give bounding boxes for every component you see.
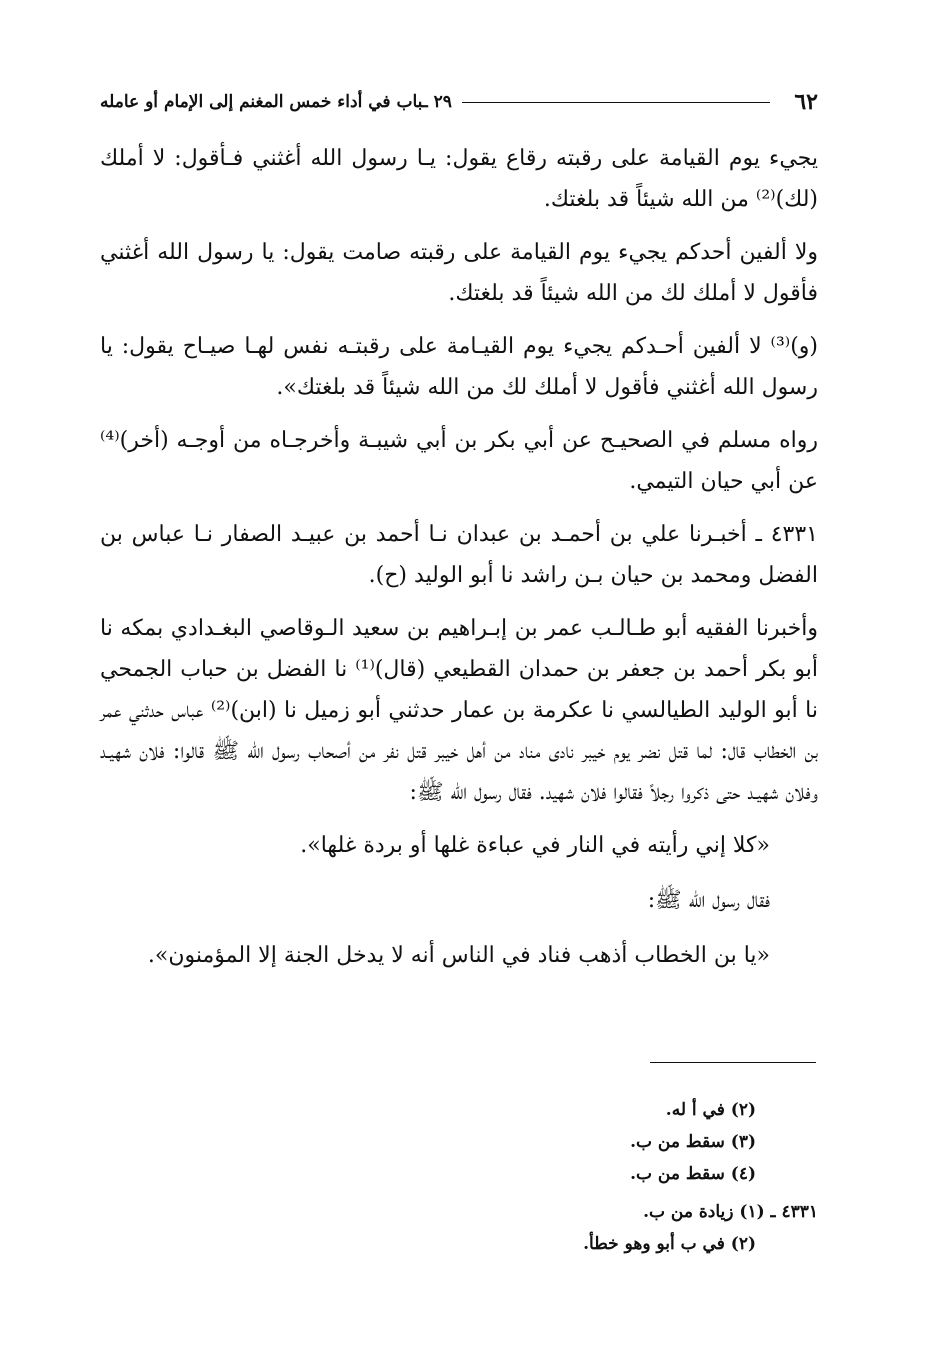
paragraph: (و)⁽³⁾ لا ألفين أحـدكم يجيء يوم القيـامة على رقبتـه نفس لهـا صيـاح يقول: يا رسول الله أغثني فأقول لا أملك لك من الله شيئاً قد بلغتك».: [100, 334, 818, 400]
paragraph: وأخبرنا الفقيه أبو طـالـب عمر بن إبـراهيم بن سعيد الـوقاصي البغـدادي بمكه نا أبو بكر أحمد بن جعفر بن حمدان القطيعي (قال)⁽¹⁾ نا الفضل بن حباب الجمحي نا أبو الوليد الطيالسي نا عكرمة بن عمار حدثني أبو زميل نا (ابن)⁽²⁾ عباس حدثني عمر بن الخطاب قال: لما قتل نضر يوم خيبر نادى مناد من أهل خيبر قتل نفر من أصحاب رسول الله ﷺ قالوا: فلان شهيـد وفلان شهيـد حتى ذكروا رجلاً فقالوا فلان شهيد. فقال رسول الله ﷺ:: [100, 616, 818, 805]
footnote: (٤) سقط من ب.: [630, 1164, 756, 1184]
paragraph: فقال رسول الله ﷺ:: [647, 888, 770, 913]
page-number: ٦٢: [794, 89, 818, 115]
paragraph: يجيء يوم القيامة على رقبته رقاع يقول: يـا رسول الله أغثني فـأقول: لا أملك (لك)⁽²⁾ من الله شيئاً قد بلغتك.: [100, 146, 818, 212]
footnote: ٤٣٣١ ـ (١) زيادة من ب.: [643, 1202, 818, 1222]
header-rule: [462, 102, 770, 103]
paragraph: ولا ألفين أحدكم يجيء يوم القيامة على رقبته صامت يقول: يا رسول الله أغثني فأقول لا أملك لك من الله شيئاً قد بلغتك.: [100, 240, 818, 306]
chapter-title: ٢٩ ـباب في أداء خمس المغنم إلى الإمام أو عامله: [100, 92, 452, 112]
hadith-4331: ٤٣٣١ ـ أخبـرنا علي بن أحمـد بن عبدان نـا أحمد بن عبيـد الصفار نـا عباس بن الفضل ومحمد بن حيان بـن راشد نا أبو الوليد (ح).: [100, 522, 818, 588]
quote: «يا بن الخطاب أذهب فناد في الناس أنه لا يدخل الجنة إلا المؤمنون».: [147, 943, 770, 968]
footnotes: [100, 1094, 818, 1260]
paragraph: رواه مسلم في الصحيـح عن أبي بكر بن أبي شيبـة وأخرجـاه من أوجـه (أخر)⁽⁴⁾ عن أبي حيان التيمي.: [100, 428, 818, 494]
quote: «كلا إني رأيته في النار في عباءة غلها أو بردة غلها».: [300, 833, 770, 858]
footnote: (٣) سقط من ب.: [630, 1132, 756, 1152]
footnote-separator: [650, 1062, 816, 1063]
footnote: (٢) في ب أبو وهو خطأ.: [583, 1234, 756, 1254]
footnote: (٢) في أ له.: [665, 1100, 756, 1120]
running-header: [100, 84, 818, 120]
main-text: [100, 138, 818, 990]
